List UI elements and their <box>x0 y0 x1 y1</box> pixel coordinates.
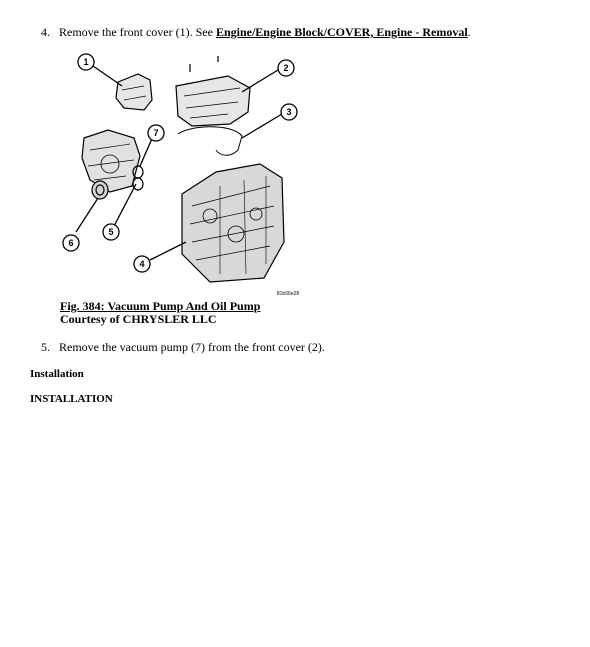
removal-link[interactable]: Engine/Engine Block/COVER, Engine - Removal <box>215 25 468 39</box>
engine-block-part <box>182 164 284 282</box>
figure-title: Fig. 384: Vacuum Pump And Oil Pump <box>60 299 261 313</box>
step-number: 5. <box>41 340 50 354</box>
step-5 <box>41 340 325 354</box>
figure-caption <box>60 300 260 326</box>
front-cover-part <box>116 74 152 110</box>
callout-7: 7 <box>153 128 159 138</box>
step-number: 4. <box>41 25 50 39</box>
step-text: Remove the front cover (1). See <box>59 25 216 39</box>
figure-credit: Courtesy of CHRYSLER LLC <box>60 312 217 326</box>
image-code: 81b56e28 <box>276 291 300 297</box>
step-text: Remove the vacuum pump (7) from the front cover (2). <box>59 340 325 354</box>
seal-part <box>92 181 108 199</box>
upper-cover-part <box>176 76 250 126</box>
callout-3: 3 <box>286 107 292 117</box>
oil-pump-housing <box>82 130 140 192</box>
callout-2: 2 <box>283 63 289 73</box>
step-4 <box>41 25 471 39</box>
exploded-diagram <box>60 46 318 300</box>
callout-1: 1 <box>83 57 89 67</box>
gasket-part <box>178 127 242 156</box>
diagram-svg <box>60 46 318 300</box>
step-suffix: . <box>467 25 471 39</box>
callout-5: 5 <box>108 227 114 237</box>
callout-6: 6 <box>68 238 74 248</box>
callout-4: 4 <box>139 259 145 269</box>
subsection-heading: INSTALLATION <box>30 393 113 405</box>
section-heading: Installation <box>30 368 84 380</box>
